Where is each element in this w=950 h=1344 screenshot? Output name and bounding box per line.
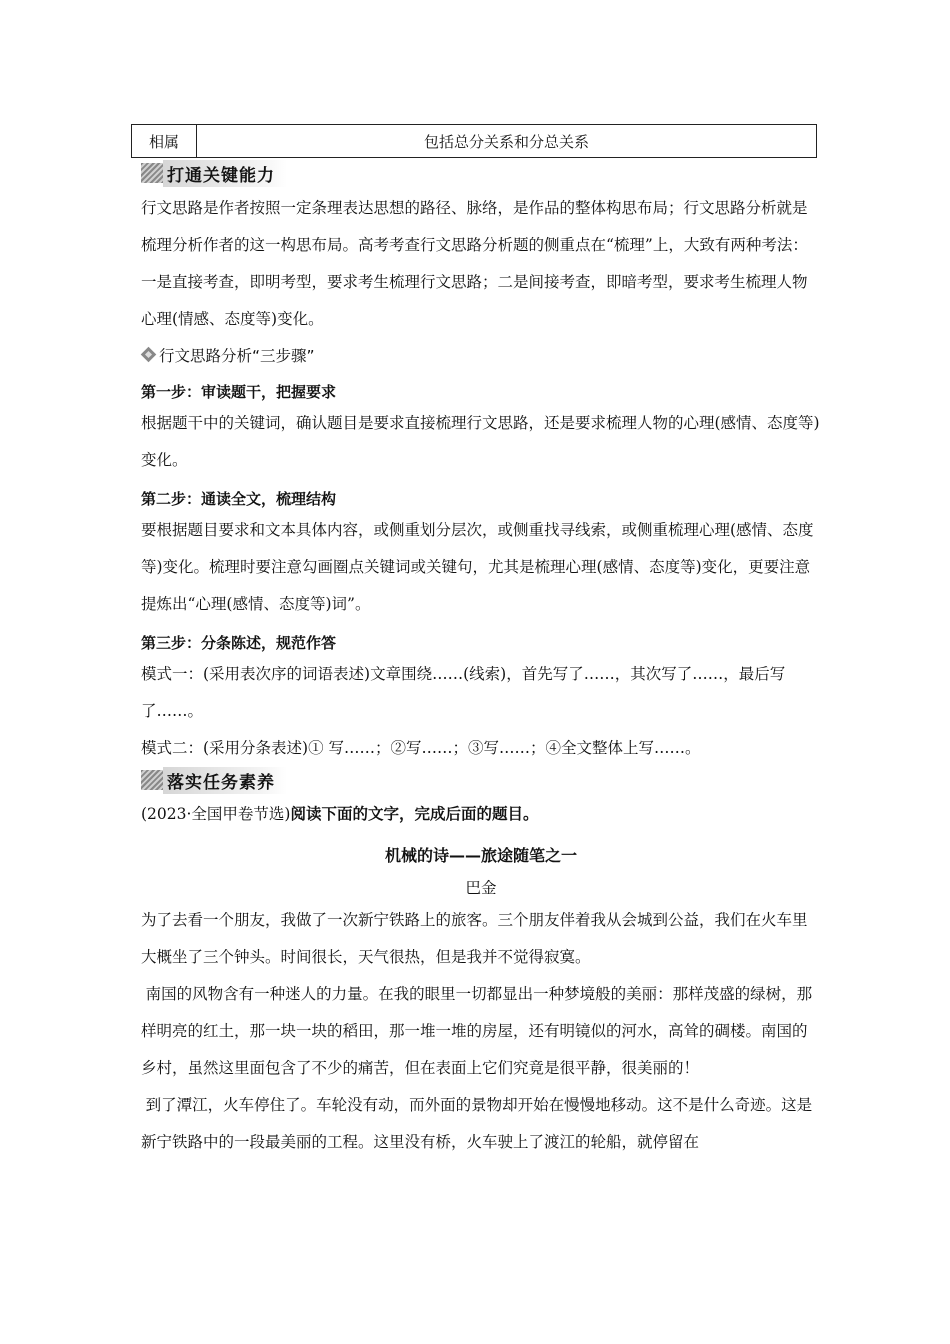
intro-paragraph	[141, 190, 821, 338]
step-2-title: 第二步：通读全文，梳理结构	[141, 490, 337, 508]
subsection-heading	[141, 344, 315, 366]
step-3-mode-2: 模式二：(采用分条表述)① 写……；②写……；③写……；④全文整体上写……。	[141, 739, 701, 757]
article-body	[141, 902, 821, 1161]
article-author: 巴金	[465, 879, 497, 897]
step-1-text: 根据题干中的关键词，确认题目是要求直接梳理行文思路，还是要求梳理人物的心理(感情、态度等)变化。	[141, 414, 820, 469]
section-bar-icon	[141, 163, 163, 183]
relation-table	[131, 124, 817, 158]
step-1-title: 第一步：审读题干，把握要求	[141, 383, 337, 401]
section-heading-key-ability	[141, 160, 287, 186]
section-bar-icon	[141, 770, 163, 790]
task-source: (2023·全国甲卷节选)	[141, 805, 291, 823]
intro-text: 行文思路是作者按照一定条理表达思想的路径、脉络，是作品的整体构思布局；行文思路分析就是梳理分析作者的这一构思布局。高考考查行文思路分析题的侧重点在“梳理”上，大致有两种考法：一是直接考查，即明考型，要求考生梳理行文思路；二是间接考查，即暗考型，要求考生梳理人物心理(情感、态度等)变化。	[141, 199, 808, 328]
article-paragraph: 为了去看一个朋友，我做了一次新宁铁路上的旅客。三个朋友伴着我从会城到公益，我们在火车里大概坐了三个钟头。时间很长，天气很热，但是我并不觉得寂寞。	[141, 911, 808, 966]
step-1-body	[141, 405, 821, 479]
article-paragraph: 南国的风物含有一种迷人的力量。在我的眼里一切都显出一种梦境般的美丽：那样茂盛的绿树，那样明亮的红土，那一块一块的稻田，那一堆一堆的房屋，还有明镜似的河水，高耸的碉楼。南国的乡村，虽然这里面包含了不少的痛苦，但在表面上它们究竟是很平静，很美丽的！	[141, 985, 813, 1077]
article-title: 机械的诗——旅途随笔之一	[384, 846, 577, 865]
step-3-title: 第三步：分条陈述，规范作答	[141, 634, 337, 652]
step-3-body	[141, 656, 821, 767]
section-title: 落实任务素养	[163, 767, 287, 794]
table-row-label: 相属	[132, 125, 197, 157]
step-2-body	[141, 512, 821, 623]
diamond-icon	[141, 347, 157, 363]
step-2-text: 要根据题目要求和文本具体内容，或侧重划分层次，或侧重找寻线索，或侧重梳理心理(感情、态度等)变化。梳理时要注意勾画圈点关键词或关键句，尤其是梳理心理(感情、态度等)变化，更要注意提炼出“心理(感情、态度等)词”。	[141, 521, 814, 613]
article-paragraph: 到了潭江，火车停住了。车轮没有动，而外面的景物却开始在慢慢地移动。这不是什么奇迹。这是新宁铁路中的一段最美丽的工程。这里没有桥，火车驶上了渡江的轮船，就停留在	[141, 1096, 813, 1151]
section-title: 打通关键能力	[163, 160, 287, 187]
task-line	[141, 799, 821, 829]
task-instruction: 阅读下面的文字，完成后面的题目。	[290, 805, 539, 823]
table-row-value: 包括总分关系和分总关系	[423, 132, 589, 151]
subsection-title: 行文思路分析“三步骤”	[159, 347, 315, 365]
section-heading-task	[141, 767, 287, 793]
step-3-mode-1: 模式一：(采用表次序的词语表述)文章围绕……(线索)，首先写了……，其次写了……，最后写了……。	[141, 665, 786, 720]
